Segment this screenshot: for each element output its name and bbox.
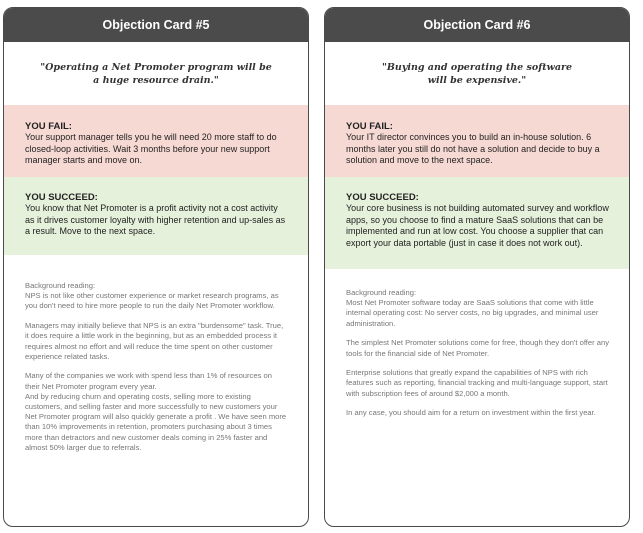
background-paragraph: Managers may initially believe that NPS is an extra "burdensome" task. True, it does require a little work in the beginning, but as an embedded process it requires almost no effort and will reduce the time spent on other customer experience related tasks. (25, 321, 284, 361)
card-title: Objection Card #6 (325, 8, 629, 42)
succeed-title: YOU SUCCEED: (346, 192, 419, 203)
fail-text: Your IT director convinces you to build an in-house solution. 6 months later you still do not have a solution and decide to buy a solution and move to the next space. (346, 132, 600, 165)
fail-title: YOU FAIL: (25, 121, 72, 132)
background-reading (4, 255, 308, 453)
card-title: Objection Card #5 (4, 8, 308, 42)
objection-quote: "Buying and operating the software will be expensive." (381, 61, 573, 86)
objection-card-6 (324, 7, 630, 527)
succeed-text: Your core business is not building automated survey and workflow apps, so you choose to find a mature SaaS solutions that can be implemented and run at low cost. You choose a supplier that can export your data portable (just in case it does not work out). (346, 203, 609, 248)
background-paragraph: The simplest Net Promoter solutions come for free, though they don't offer any tools for the financial side of Net Promoter. (346, 338, 610, 358)
background-paragraph: Enterprise solutions that greatly expand the capabilities of NPS with rich features such as reporting, financial tracking and multi-language support, start with subscription fees of around $2,000 a month. (346, 368, 608, 398)
objection-quote: "Operating a Net Promoter program will be a huge resource drain." (40, 61, 272, 86)
background-reading (325, 269, 629, 419)
objection-card-5 (3, 7, 309, 527)
succeed-text: You know that Net Promoter is a profit activity not a cost activity as it drives customer loyalty with higher retention and up-sales as a result. Move to the next space. (25, 203, 286, 236)
fail-section (325, 105, 629, 177)
background-paragraph: Background reading: Most Net Promoter software today are SaaS solutions that come with little internal operating cost: No server costs, no big upgrades, and minimal user administration. (346, 288, 599, 328)
succeed-section (325, 177, 629, 269)
fail-title: YOU FAIL: (346, 121, 393, 132)
fail-section (4, 105, 308, 177)
background-paragraph: In any case, you should aim for a return on investment within the first year. (346, 408, 596, 418)
fail-text: Your support manager tells you he will need 20 more staff to do closed-loop activities. Wait 3 months before your new support manager starts and move on. (25, 132, 277, 165)
succeed-section (4, 177, 308, 255)
succeed-title: YOU SUCCEED: (25, 192, 98, 203)
background-paragraph: Many of the companies we work with spend less than 1% of resources on their Net Promoter program every year. And by reducing churn and operating costs, selling more to existing customers, and selling faster and more successfully to new customers your Net Promoter program will also quickly generate a profit . We have seen more than 10% improvements in retention, promoters purchasing about 3 times more than detractors and new customer deals coming in 25% faster and almost 50% larger due to referrals. (25, 371, 287, 452)
background-paragraph: Background reading: NPS is not like other customer experience or market research programs, as you don't need to hire more people to run the daily Net Promoter workflow. (25, 281, 279, 311)
